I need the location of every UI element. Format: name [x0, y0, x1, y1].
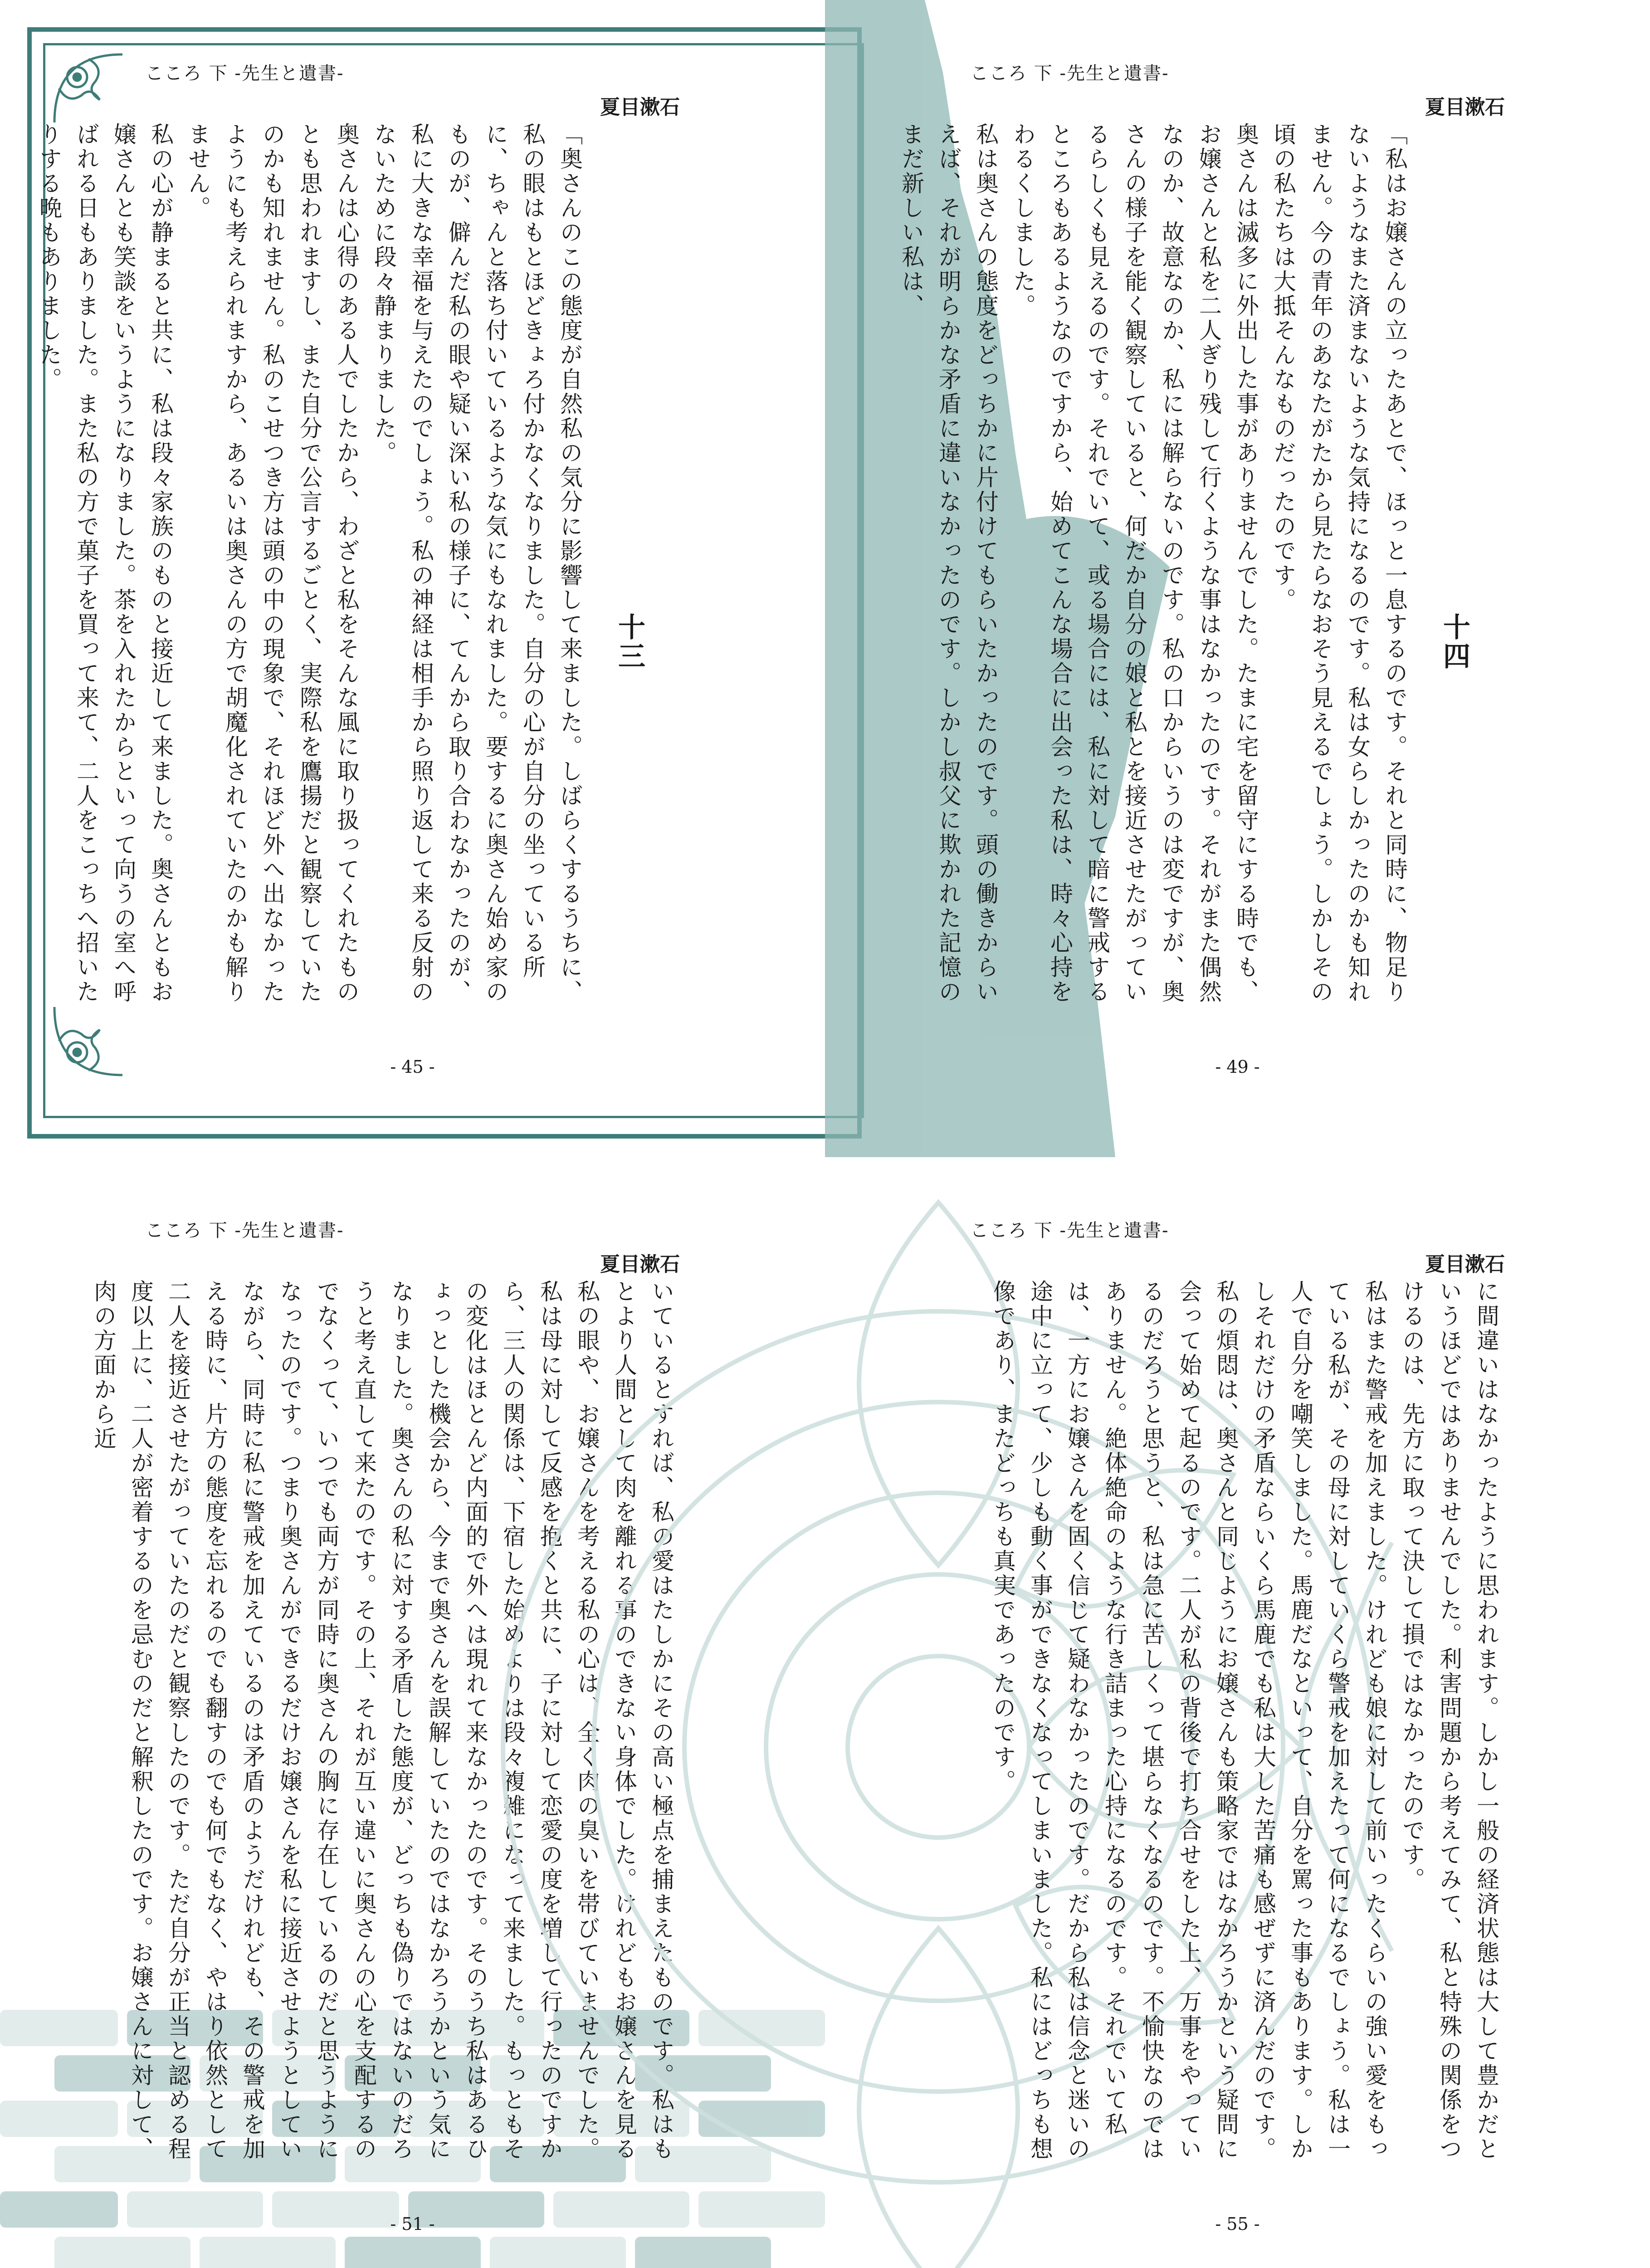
- running-header-author: 夏目漱石: [600, 96, 680, 119]
- chapter-number: 十三: [614, 613, 645, 671]
- running-header-title: こころ 下 -先生と遺書-: [970, 1220, 1169, 1241]
- corner-ornament-icon: [50, 50, 127, 127]
- paragraph: に間違いはなかったように思われます。しかし一般の経済状態は大して豊かだというほどではありませんでした。利害問題から考えてみて、私と特殊の関係をつけるのは、先方に取って決して損ではなかったのです。: [1399, 1280, 1499, 2161]
- running-header-title: こころ 下 -先生と遺書-: [145, 1220, 344, 1241]
- page-49: [825, 0, 1650, 1157]
- page-51: [0, 1157, 825, 2268]
- paragraph: 私は母に対して反感を抱くと共に、子に対して恋愛の度を増して行ったのですから、三人の関係は、下宿した始めよりは段々複雑になって来ました。もっともその変化はほとんど内面的で外へは現れて来なかったのです。そのうち私はあるひょっとした機会から、今まで奥さんを誤解していたのではなかろうかという気になりました。奥さんの私に対する矛盾した態度が、どっちも偽りではないのだろうと考え直して来たのです。その上、それが互い違いに奥さんの心を支配するのでなくって、いつでも両方が同時に奥さんの胸に存在しているのだと思うようになったのです。つまり奥さんができるだけお嬢さんを私に接近させようとしていながら、同時に私に警戒を加えているのは矛盾のようだけれども、その警戒を加える時に、片方の態度を忘れるのでも翻すのでも何でもなく、やはり依然として二人を接近させたがっていたのだと観察したのです。ただ自分が正当と認める程度以上に、二人が密着するのを忌むのだと解釈したのです。お嬢さんに対して、肉の方面から近: [90, 1280, 563, 2161]
- page-number: - 55 -: [1215, 2214, 1260, 2234]
- paragraph: 私はまた警戒を加えました。けれども娘に対して前いったくらいの強い愛をもっている私が、その母に対していくら警戒を加えたって何になるでしょう。私は一人で自分を嘲笑しました。馬鹿だなといって、自分を罵った事もあります。しかしそれだけの矛盾ならいくら馬鹿でも私は大した苦痛も感ぜずに済んだのです。私の煩悶は、奥さんと同じようにお嬢さんも策略家ではなかろうかという疑問に会って始めて起るのです。二人が私の背後で打ち合せをした上、万事をやっているのだろうと思うと、私は急に苦しくって堪らなくなるのです。不愉快なのではありません。絶体絶命のような行き詰まった心持になるのです。それでいて私は、一方にお嬢さんを固く信じて疑わなかったのです。だから私は信念と迷いの途中に立って、少しも動く事ができなくなってしまいました。私にはどっちも想像であり、またどっちも真実であったのです。: [990, 1280, 1388, 2161]
- running-header-title: こころ 下 -先生と遺書-: [145, 63, 344, 84]
- page-55: [825, 1157, 1650, 2268]
- chapter-number: 十四: [1439, 613, 1470, 671]
- running-header-author: 夏目漱石: [1425, 96, 1505, 119]
- paragraph: 「奥さんのこの態度が自然私の気分に影響して来ました。しばらくするうちに、私の眼はもとほどきょろ付かなくなりました。自分の心が自分の坐っている所に、ちゃんと落ち付いているような気にもなれました。要するに奥さん始め家のものが、僻んだ私の眼や疑い深い私の様子に、てんから取り合わなかったのが、私に大きな幸福を与えたのでしょう。私の神経は相手から照り返して来る反射のないために段々静まりました。: [371, 122, 583, 1004]
- running-header-author: 夏目漱石: [1425, 1253, 1505, 1276]
- running-header-title: こころ 下 -先生と遺書-: [970, 63, 1169, 84]
- vertical-text-block: [90, 1280, 680, 2182]
- page-number: - 51 -: [390, 2214, 435, 2234]
- page-number: - 45 -: [390, 1057, 435, 1077]
- page-45: [0, 0, 825, 1157]
- running-header-author: 夏目漱石: [600, 1253, 680, 1276]
- paragraph: 奥さんは心得のある人でしたから、わざと私をそんな風に取り扱ってくれたものとも思われますし、また自分で公言するごとく、実際私を鷹揚だと観察していたのかも知れません。私のこせつき方は頭の中の現象で、それほど外へ出なかったようにも考えられますから、あるいは奥さんの方で胡魔化されていたのかも解りません。: [185, 122, 360, 1004]
- vertical-text-block: [898, 122, 1505, 1025]
- paragraph: 私は奥さんの態度をどっちかに片付けてもらいたかったのです。頭の働きからいえば、それが明らかな矛盾に違いなかったのです。しかし叔父に欺かれた記憶のまだ新しい私は、: [898, 122, 999, 1004]
- paragraph: 私の心が静まると共に、私は段々家族のものと接近して来ました。奥さんともお嬢さんとも笑談をいうようになりました。茶を入れたからといって向うの室へ呼ばれる日もありました。また私の方で菓子を買って来て、二人をこっちへ招いたりする晩もありました。: [36, 122, 174, 1004]
- vertical-text-block: [36, 122, 680, 1025]
- paragraph: 奥さんは滅多に外出した事がありませんでした。たまに宅を留守にする時でも、お嬢さんと私を二人ぎり残して行くような事はなかったのです。それがまた偶然なのか、故意なのか、私には解らないのです。私の口からいうのは変ですが、奥さんの様子を能く観察していると、何だか自分の娘と私とを接近させたがっているらしくも見えるのです。それでいて、或る場合には、私に対して暗に警戒するところもあるようなのですから、始めてこんな場合に出会った私は、時々心持をわるくしました。: [1010, 122, 1259, 1004]
- page-number: - 49 -: [1215, 1057, 1260, 1077]
- paragraph: 「私はお嬢さんの立ったあとで、ほっと一息するのです。それと同時に、物足りないようなまた済まないような気持になるのです。私は女らしかったのかも知れません。今の青年のあなたがたから見たらなおそう見えるでしょう。しかしその頃の私たちは大抵そんなものだったのです。: [1270, 122, 1408, 1004]
- paragraph: いているとすれば、私の愛はたしかにその高い極点を捕まえたものです。私はもとより人間として肉を離れる事のできない身体でした。けれどもお嬢さんを見る私の眼や、お嬢さんを考える私の心は、全く肉の臭いを帯びていませんでした。: [574, 1280, 674, 2161]
- vertical-text-block: [970, 1280, 1505, 2182]
